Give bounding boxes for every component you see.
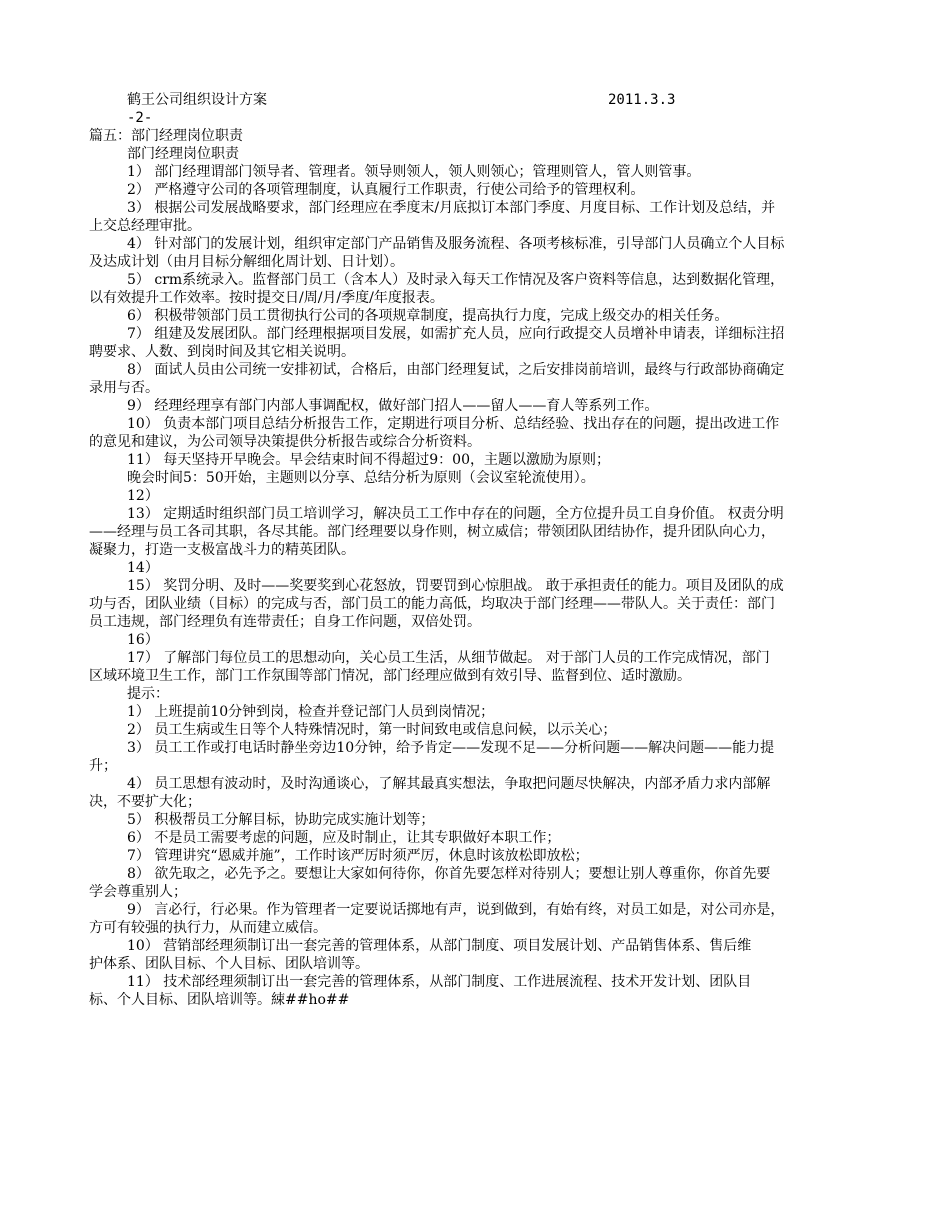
paragraph-line: 升； — [89, 758, 117, 774]
page-header — [127, 91, 727, 109]
paragraph-line: 8） 欲先取之，必先予之。要想让大家如何待你，你首先要怎样对待别人；要想让别人尊重你，你首先要 — [127, 866, 771, 882]
paragraph-line: 的意见和建议，为公司领导决策提供分析报告或综合分析资料。 — [89, 434, 481, 450]
article-body — [89, 127, 859, 1009]
paragraph-line: 标、个人目标、团队培训等。綀##ho## — [89, 992, 350, 1008]
paragraph-line: 8） 面试人员由公司统一安排初试，合格后，由部门经理复试，之后安排岗前培训，最终与行政部协商确定 — [127, 362, 785, 378]
paragraph-line: 决，不要扩大化； — [89, 794, 201, 810]
paragraph-line: 5） crm系统录入。监督部门员工（含本人）及时录入每天工作情况及客户资料等信息，达到数据化管理， — [127, 272, 785, 288]
paragraph-line: 及达成计划（由月目标分解细化周计划、日计划）。 — [89, 254, 404, 270]
paragraph-line: 2） 员工生病或生日等个人特殊情况时，第一时间致电或信息问候，以示关心； — [127, 722, 617, 738]
paragraph-line: 10） 负责本部门项目总结分析报告工作，定期进行项目分析、总结经验、找出存在的问题，提出改进工作 — [127, 416, 780, 432]
paragraph-line: 方可有较强的执行力，从而建立威信。 — [89, 920, 327, 936]
paragraph-line: 15） 奖罚分明、及时——奖要奖到心花怒放，罚要罚到心惊胆战。 敢于承担责任的能力。项目及团队的成 — [127, 578, 784, 594]
paragraph-line: 12） — [127, 488, 159, 504]
paragraph-line: 4） 员工思想有波动时，及时沟通谈心，了解其最真实想法，争取把问题尽快解决，内部矛盾力求内部解 — [127, 776, 771, 792]
section-title: 篇五：部门经理岗位职责 — [89, 128, 243, 144]
paragraph-line: 6） 不是员工需要考虑的问题，应及时制止，让其专职做好本职工作； — [127, 830, 561, 846]
page-number: -2- — [127, 110, 153, 126]
paragraph-line: 聘要求、人数、到岗时间及其它相关说明。 — [89, 344, 355, 360]
paragraph-line: 4） 针对部门的发展计划，组织审定部门产品销售及服务流程、各项考核标准，引导部门人员确立个人目标 — [127, 236, 785, 252]
paragraph-line: 16） — [127, 632, 159, 648]
paragraph-line: 功与否，团队业绩（目标）的完成与否，部门员工的能力高低，均取决于部门经理——带队人。关于责任：部门 — [89, 596, 775, 612]
paragraph-line: 11） 技术部经理须制订出一套完善的管理体系，从部门制度、工作进展流程、技术开发计划、团队目 — [127, 974, 752, 990]
paragraph-line: 7） 管理讲究“恩威并施”，工作时该严厉时须严厉，休息时该放松即放松； — [127, 848, 589, 864]
paragraph-line: 6） 积极带领部门员工贯彻执行公司的各项规章制度，提高执行力度，完成上级交办的相关任务。 — [127, 308, 729, 324]
paragraph-line: 上交总经理审批。 — [89, 218, 201, 234]
paragraph-line: 17） 了解部门每位员工的思想动向，关心员工生活，从细节做起。 对于部门人员的工作完成情况，部门 — [127, 650, 770, 666]
paragraph-line: 护体系、团队目标、个人目标、团队培训等。 — [89, 956, 369, 972]
paragraph-line: 晚会时间5：50开始，主题则以分享、总结分析为原则（会议室轮流使用）。 — [127, 470, 595, 486]
paragraph-line: 1） 部门经理谓部门领导者、管理者。领导则领人，领人则领心；管理则管人，管人则管事。 — [127, 164, 701, 180]
paragraph-line: 3） 员工工作或打电话时静坐旁边10分钟，给予肯定——发现不足——分析问题——解决问题——能力提 — [127, 740, 775, 756]
paragraph-line: 9） 经理经理享有部门内部人事调配权，做好部门招人——留人——育人等系列工作。 — [127, 398, 659, 414]
paragraph-line: 学会尊重别人； — [89, 884, 187, 900]
paragraph-line: 以有效提升工作效率。按时提交日/周/月/季度/年度报表。 — [89, 290, 444, 306]
paragraph-line: 9） 言必行，行必果。作为管理者一定要说话掷地有声，说到做到，有始有终，对员工如是，对公司亦是， — [127, 902, 785, 918]
paragraph-line: 14） — [127, 560, 159, 576]
paragraph-line: 2） 严格遵守公司的各项管理制度，认真履行工作职责，行使公司给予的管理权利。 — [127, 182, 645, 198]
paragraph-line: 区域环境卫生工作，部门工作氛围等部门情况，部门经理应做到有效引导、监督到位、适时激励。 — [89, 668, 691, 684]
paragraph-line: 1） 上班提前10分钟到岗，检查并登记部门人员到岗情况； — [127, 704, 495, 720]
paragraph-line: 凝聚力，打造一支极富战斗力的精英团队。 — [89, 542, 355, 558]
paragraph-line: 录用与否。 — [89, 380, 159, 396]
paragraph-line: 13） 定期适时组织部门员工培训学习，解决员工工作中存在的问题，全方位提升员工自身价值。 权责分明 — [127, 506, 784, 522]
section-subtitle: 部门经理岗位职责 — [127, 146, 239, 162]
document-date: 2011.3.3 — [608, 92, 676, 108]
paragraph-line: 10） 营销部经理须制订出一套完善的管理体系，从部门制度、项目发展计划、产品销售体系、售后维 — [127, 938, 752, 954]
paragraph-line: 3） 根据公司发展战略要求，部门经理应在季度末/月底拟订本部门季度、月度目标、工作计划及总结，并 — [127, 200, 776, 216]
paragraph-line: 员工违规，部门经理负有连带责任；自身工作问题，双倍处罚。 — [89, 614, 481, 630]
paragraph-line: 11） 每天坚持开早晚会。早会结束时间不得超过9：00，主题以激励为原则； — [127, 452, 610, 468]
paragraph-line: ——经理与员工各司其职，各尽其能。部门经理要以身作则，树立威信；带领团队团结协作，提升团队向心力， — [89, 524, 775, 540]
paragraph-line: 7） 组建及发展团队。部门经理根据项目发展，如需扩充人员，应向行政提交人员增补申请表，详细标注招 — [127, 326, 785, 342]
paragraph-line: 提示： — [127, 686, 169, 702]
paragraph-line: 5） 积极帮员工分解目标，协助完成实施计划等； — [127, 812, 435, 828]
document-title: 鹤王公司组织设计方案 — [127, 92, 267, 108]
